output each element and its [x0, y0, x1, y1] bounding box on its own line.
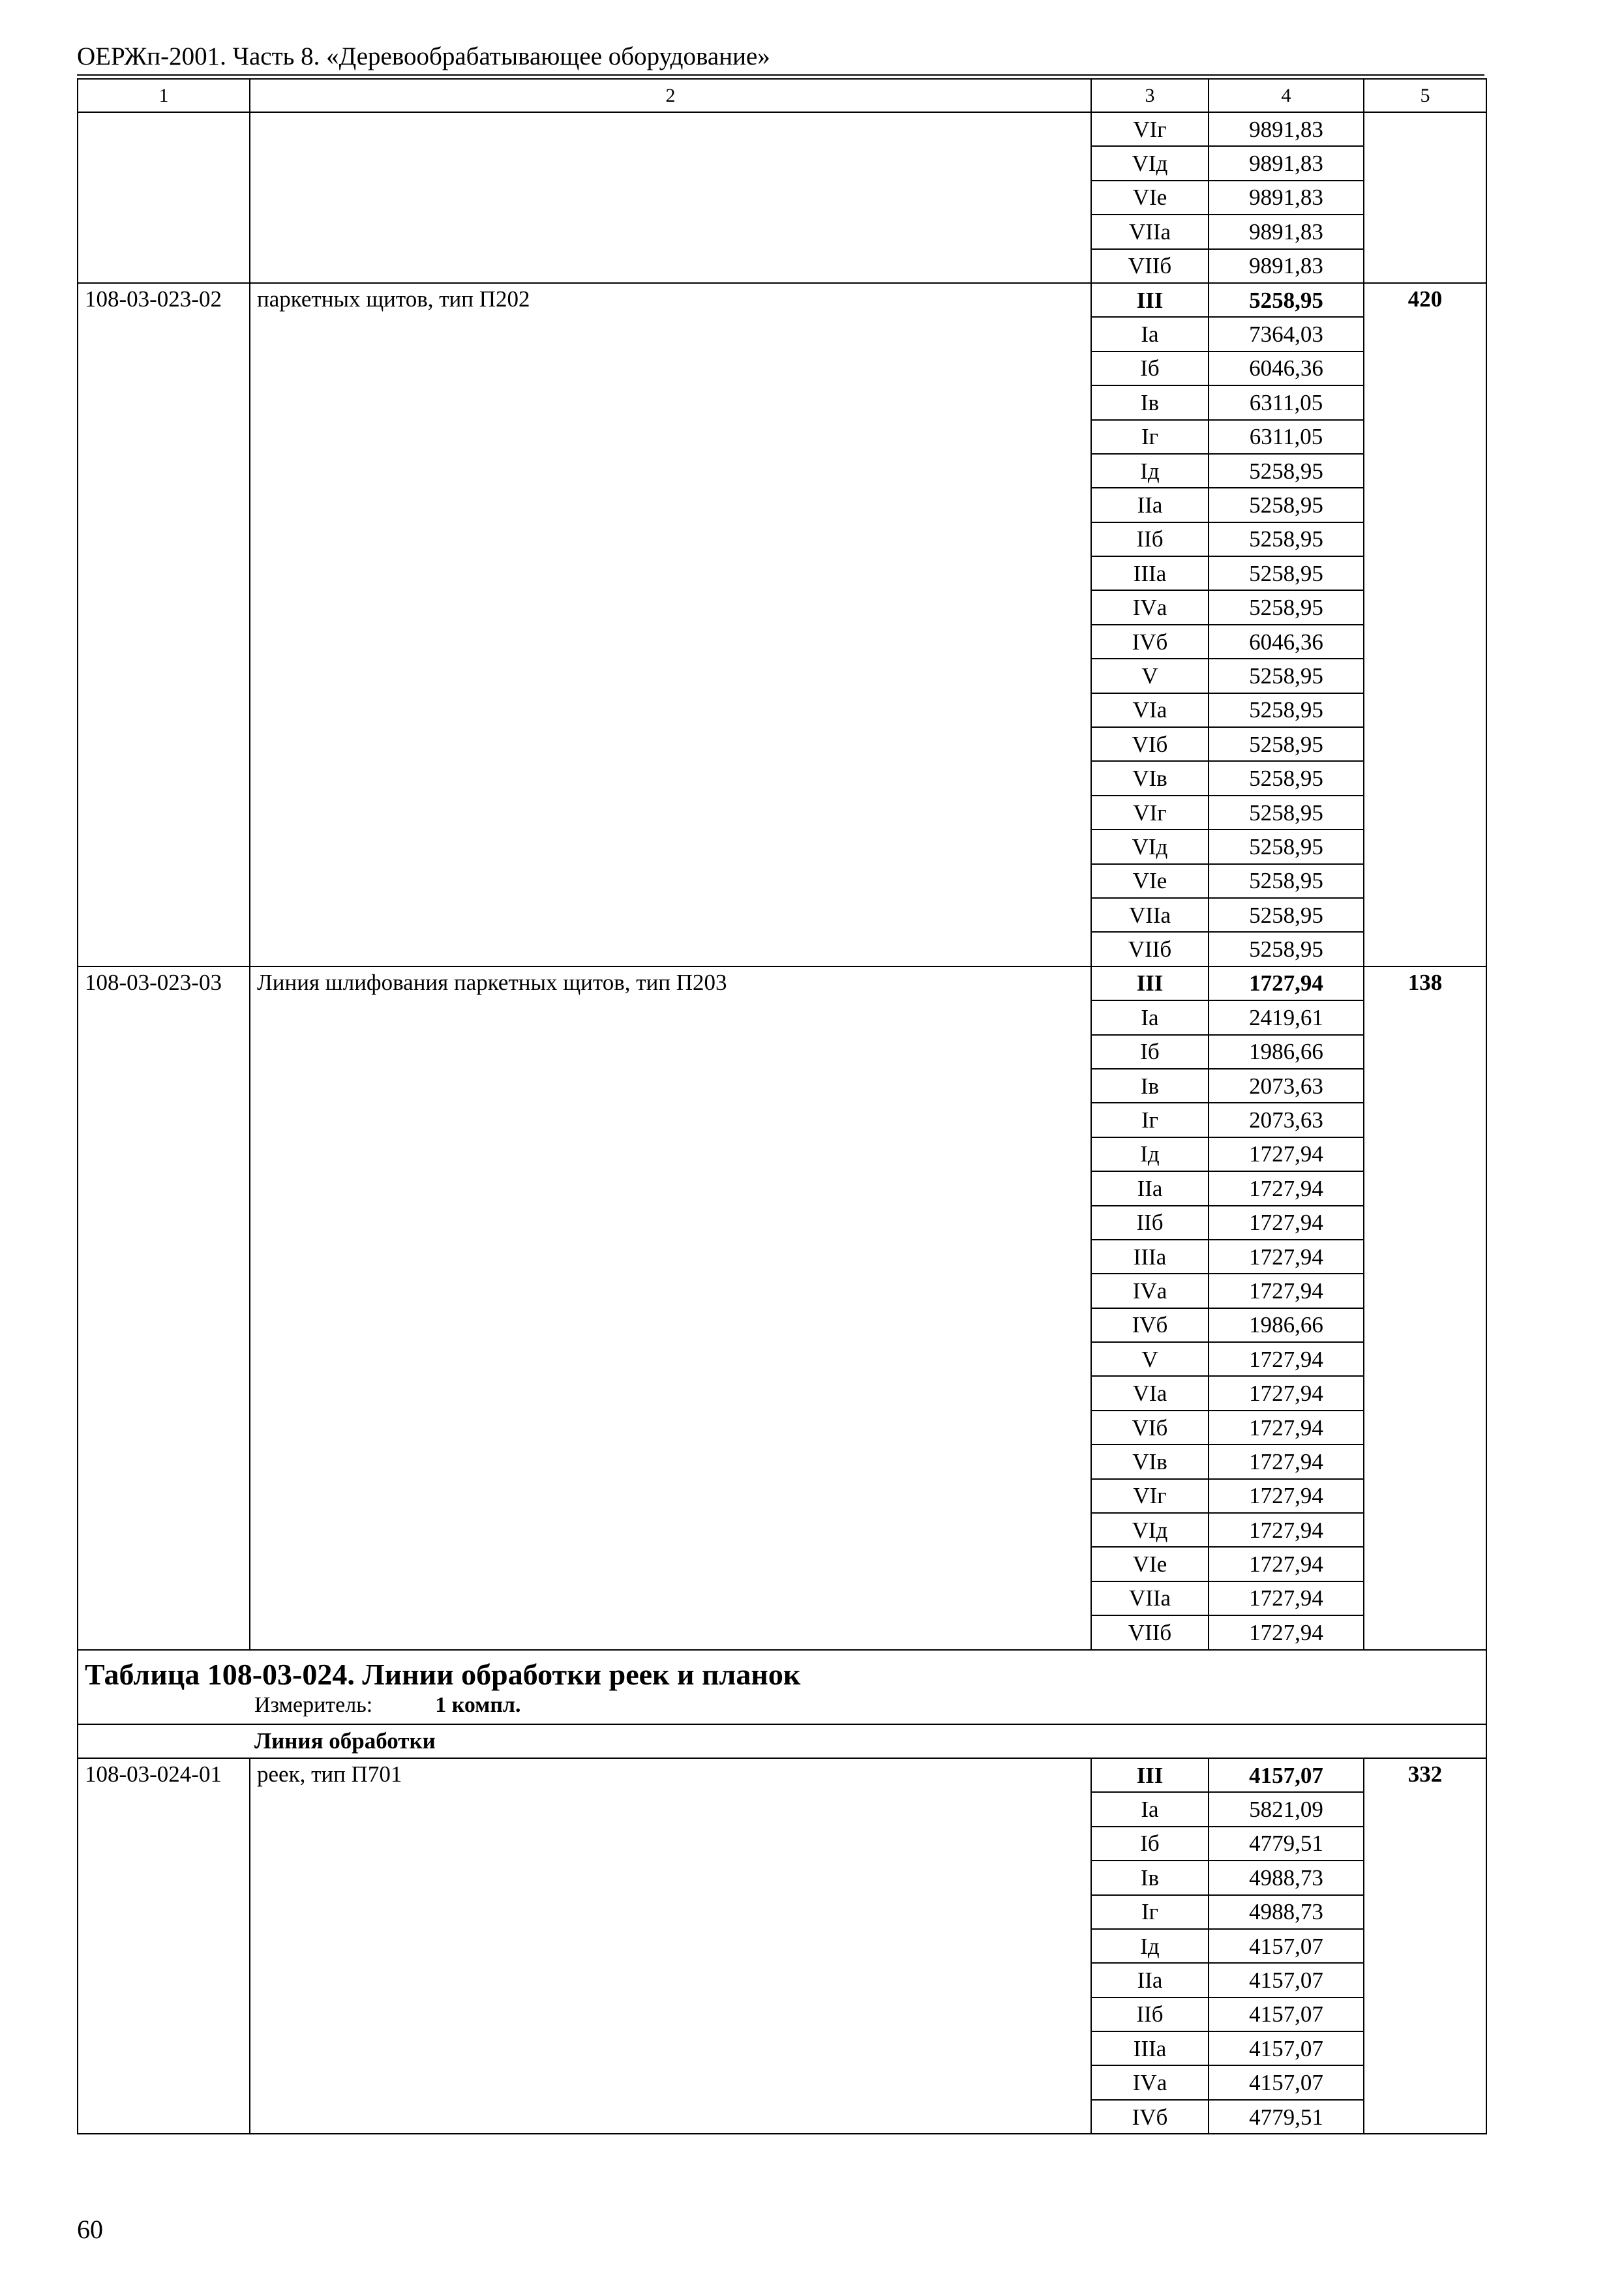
zone-cell: Iв: [1091, 385, 1209, 419]
zone-cell: VIIб: [1091, 1615, 1209, 1649]
item-main-row: [78, 283, 1486, 317]
value-cell: 1727,94: [1209, 1615, 1364, 1649]
header-divider: [77, 74, 1484, 76]
value-cell: 1727,94: [1209, 1206, 1364, 1240]
zone-cell: Iг: [1091, 420, 1209, 454]
zone-cell: Iв: [1091, 1069, 1209, 1103]
value-cell: 1727,94: [1209, 1513, 1364, 1547]
value-cell: 4157,07: [1209, 2065, 1364, 2099]
zone-cell: IIа: [1091, 1171, 1209, 1205]
zone-cell: IIа: [1091, 488, 1209, 522]
value-cell: 1727,94: [1209, 1171, 1364, 1205]
value-cell: 1727,94: [1209, 1547, 1364, 1581]
value-cell: 1727,94: [1209, 1444, 1364, 1478]
value-cell: 2419,61: [1209, 1000, 1364, 1034]
value-cell: 1986,66: [1209, 1035, 1364, 1069]
value-cell: 9891,83: [1209, 112, 1364, 146]
item-main-row: [78, 1758, 1486, 1792]
value-cell: 1727,94: [1209, 966, 1364, 1000]
column-header: 4: [1209, 79, 1364, 112]
value-cell: 4157,07: [1209, 1929, 1364, 1963]
table-heading: [78, 1650, 1486, 1724]
zone-cell: VIд: [1091, 1513, 1209, 1547]
zone-cell: Iа: [1091, 317, 1209, 351]
item-name: паркетных щитов, тип П202: [250, 283, 1091, 966]
zone-cell: VIв: [1091, 761, 1209, 795]
zone-cell: VIе: [1091, 181, 1209, 215]
value-cell: 6311,05: [1209, 385, 1364, 419]
zone-cell: IVб: [1091, 625, 1209, 659]
zone-cell: VIIб: [1091, 249, 1209, 283]
zone-cell: Iб: [1091, 1035, 1209, 1069]
value-cell: 5258,95: [1209, 488, 1364, 522]
value-cell: 2073,63: [1209, 1103, 1364, 1137]
value-cell: 5258,95: [1209, 864, 1364, 898]
zone-cell: V: [1091, 659, 1209, 693]
zone-cell: IIIа: [1091, 556, 1209, 590]
column-header: 1: [78, 79, 250, 112]
value-cell: 6046,36: [1209, 352, 1364, 385]
item-code: 108-03-023-02: [78, 283, 250, 966]
value-cell: 1727,94: [1209, 1137, 1364, 1171]
value-cell: 4988,73: [1209, 1861, 1364, 1894]
value-cell: 5258,95: [1209, 522, 1364, 556]
value-cell: 5258,95: [1209, 693, 1364, 727]
value-cell: 1727,94: [1209, 1376, 1364, 1410]
value-cell: 9891,83: [1209, 181, 1364, 215]
zone-cell: VIе: [1091, 864, 1209, 898]
col5-value: 332: [1364, 1758, 1486, 2134]
zone-cell: IVб: [1091, 2100, 1209, 2134]
value-cell: 1727,94: [1209, 1274, 1364, 1308]
empty-cell: [78, 112, 250, 283]
value-cell: 5258,95: [1209, 898, 1364, 932]
zone-cell: VIб: [1091, 1411, 1209, 1444]
zone-cell: IIб: [1091, 522, 1209, 556]
value-cell: 5258,95: [1209, 556, 1364, 590]
column-header: 5: [1364, 79, 1486, 112]
column-header: 3: [1091, 79, 1209, 112]
table-row: [78, 112, 1486, 146]
value-cell: 9891,83: [1209, 146, 1364, 180]
value-cell: 4157,07: [1209, 2031, 1364, 2065]
zone-cell: VIе: [1091, 1547, 1209, 1581]
zone-cell: IVа: [1091, 590, 1209, 624]
item-name: Линия шлифования паркетных щитов, тип П203: [250, 966, 1091, 1650]
zone-cell: Iб: [1091, 352, 1209, 385]
value-cell: 5258,95: [1209, 830, 1364, 863]
column-header-row: [78, 79, 1486, 112]
empty-cell: [250, 112, 1091, 283]
value-cell: 4779,51: [1209, 2100, 1364, 2134]
column-header: 2: [250, 79, 1091, 112]
value-cell: 4157,07: [1209, 1997, 1364, 2031]
value-cell: 2073,63: [1209, 1069, 1364, 1103]
zone-cell: VIа: [1091, 1376, 1209, 1410]
zone-cell: VIг: [1091, 1479, 1209, 1513]
zone-cell: Iа: [1091, 1792, 1209, 1826]
rates-table-body: [78, 79, 1486, 2134]
value-cell: 5821,09: [1209, 1792, 1364, 1826]
value-cell: 9891,83: [1209, 215, 1364, 248]
value-cell: 5258,95: [1209, 796, 1364, 830]
zone-cell: IIб: [1091, 1206, 1209, 1240]
value-cell: 6046,36: [1209, 625, 1364, 659]
zone-cell: VIIа: [1091, 1581, 1209, 1615]
zone-cell: VIIа: [1091, 215, 1209, 248]
zone-cell: IIIа: [1091, 2031, 1209, 2065]
empty-cell: [1364, 112, 1486, 283]
value-cell: 4157,07: [1209, 1758, 1364, 1792]
zone-cell: VIг: [1091, 796, 1209, 830]
value-cell: 1727,94: [1209, 1342, 1364, 1376]
zone-cell: IIIа: [1091, 1240, 1209, 1274]
value-cell: 1727,94: [1209, 1479, 1364, 1513]
page-header: ОЕРЖп-2001. Часть 8. «Деревообрабатывающее оборудование»: [77, 42, 770, 70]
zone-cell: Iв: [1091, 1861, 1209, 1894]
subheading: Линия обработки: [78, 1724, 1486, 1758]
value-cell: 6311,05: [1209, 420, 1364, 454]
zone-cell: VIIб: [1091, 932, 1209, 966]
zone-cell: VIд: [1091, 146, 1209, 180]
zone-cell: VIд: [1091, 830, 1209, 863]
value-cell: 1727,94: [1209, 1240, 1364, 1274]
zone-cell: III: [1091, 283, 1209, 317]
zone-cell: VIв: [1091, 1444, 1209, 1478]
col5-value: 420: [1364, 283, 1486, 966]
value-cell: 9891,83: [1209, 249, 1364, 283]
value-cell: 7364,03: [1209, 317, 1364, 351]
table-title: Таблица 108-03-024. Линии обработки реек и планок: [85, 1657, 801, 1691]
zone-cell: Iб: [1091, 1827, 1209, 1861]
value-cell: 4988,73: [1209, 1895, 1364, 1929]
zone-cell: IVа: [1091, 2065, 1209, 2099]
item-code: 108-03-023-03: [78, 966, 250, 1650]
zone-cell: VIб: [1091, 727, 1209, 761]
value-cell: 1727,94: [1209, 1581, 1364, 1615]
value-cell: 1986,66: [1209, 1308, 1364, 1342]
zone-cell: III: [1091, 966, 1209, 1000]
zone-cell: Iа: [1091, 1000, 1209, 1034]
value-cell: 5258,95: [1209, 727, 1364, 761]
zone-cell: V: [1091, 1342, 1209, 1376]
zone-cell: Iг: [1091, 1103, 1209, 1137]
table-heading-row: [78, 1650, 1486, 1724]
value-cell: 5258,95: [1209, 590, 1364, 624]
zone-cell: VIIа: [1091, 898, 1209, 932]
measure-label: Измеритель:: [254, 1692, 373, 1717]
value-cell: 5258,95: [1209, 283, 1364, 317]
subheading-row: [78, 1724, 1486, 1758]
value-cell: 5258,95: [1209, 761, 1364, 795]
col5-value: 138: [1364, 966, 1486, 1650]
zone-cell: Iд: [1091, 1137, 1209, 1171]
zone-cell: VIг: [1091, 112, 1209, 146]
measure-line: [78, 1692, 1486, 1724]
item-main-row: [78, 966, 1486, 1000]
value-cell: 5258,95: [1209, 454, 1364, 488]
measure-value: 1 компл.: [435, 1692, 521, 1717]
value-cell: 1727,94: [1209, 1411, 1364, 1444]
value-cell: 4779,51: [1209, 1827, 1364, 1861]
zone-cell: III: [1091, 1758, 1209, 1792]
zone-cell: Iг: [1091, 1895, 1209, 1929]
item-name: реек, тип П701: [250, 1758, 1091, 2134]
zone-cell: Iд: [1091, 454, 1209, 488]
zone-cell: IVб: [1091, 1308, 1209, 1342]
value-cell: 4157,07: [1209, 1963, 1364, 1997]
value-cell: 5258,95: [1209, 659, 1364, 693]
rates-table: [77, 78, 1487, 2134]
page-number: 60: [77, 2215, 103, 2244]
item-code: 108-03-024-01: [78, 1758, 250, 2134]
zone-cell: IIа: [1091, 1963, 1209, 1997]
value-cell: 5258,95: [1209, 932, 1364, 966]
zone-cell: IIб: [1091, 1997, 1209, 2031]
zone-cell: Iд: [1091, 1929, 1209, 1963]
zone-cell: VIа: [1091, 693, 1209, 727]
zone-cell: IVа: [1091, 1274, 1209, 1308]
